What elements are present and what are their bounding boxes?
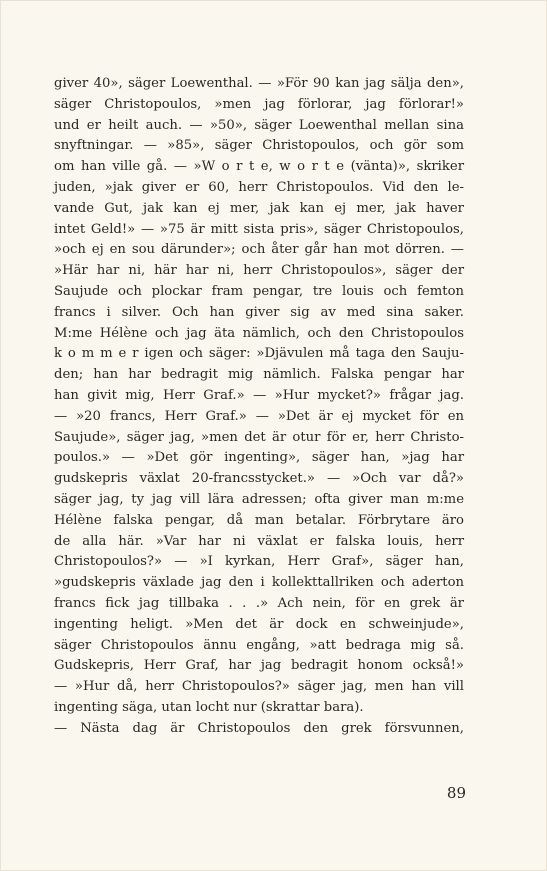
text-line: k o m m e r igen och säger: »Djävulen må taga den Sauju- bbox=[54, 346, 464, 362]
text-line: — »Hur då, herr Christopoulos?» säger jag, men han vill bbox=[54, 679, 464, 695]
text-line: de alla här. »Var har ni växlat er falska louis, herr bbox=[54, 533, 464, 549]
text-line: — Nästa dag är Christopoulos den grek försvunnen, bbox=[54, 720, 464, 736]
text-line: »Här har ni, här har ni, herr Christopoulos», säger der bbox=[54, 263, 464, 279]
text-line: poulos.» — »Det gör ingenting», säger han, »jag har bbox=[54, 450, 464, 466]
text-line: den; han har bedragit mig nämlich. Falska pengar har bbox=[54, 367, 464, 383]
body-text bbox=[54, 74, 464, 740]
text-line: ingenting säga, utan locht nur (skrattar bara). bbox=[54, 699, 364, 715]
page-number: 89 bbox=[446, 784, 466, 802]
text-line: »gudskepris växlade jag den i kollekttallriken och aderton bbox=[54, 575, 464, 591]
text-line: Christopoulos?» — »I kyrkan, Herr Graf», säger han, bbox=[54, 554, 464, 570]
text-line: M:me Hélène och jag äta nämlich, och den Christopoulos bbox=[54, 325, 464, 341]
text-line: »och ej en sou därunder»; och åter går han mot dörren. — bbox=[54, 242, 464, 258]
text-line: om han ville gå. — »W o r t e, w o r t e (vänta)», skriker bbox=[54, 159, 464, 175]
text-line: giver 40», säger Loewenthal. — »För 90 kan jag sälja den», bbox=[54, 76, 464, 91]
text-line: — »20 francs, Herr Graf.» — »Det är ej mycket för en bbox=[54, 408, 464, 424]
text-line: säger jag, ty jag vill lära adressen; ofta giver man m:me bbox=[54, 491, 464, 507]
text-line: Saujude och plockar fram pengar, tre louis och femton bbox=[54, 283, 464, 299]
text-line: intet Geld!» — »75 är mitt sista pris», säger Christopoulos, bbox=[54, 221, 464, 237]
text-line: ingenting heligt. »Men det är dock en schweinjude», bbox=[54, 616, 464, 632]
text-line: Saujude», säger jag, »men det är otur för er, herr Christo- bbox=[54, 429, 464, 445]
text-line: francs fick jag tillbaka . . .» Ach nein, för en grek är bbox=[54, 595, 464, 611]
text-line: francs i silver. Och han giver sig av med sina saker. bbox=[54, 304, 464, 320]
text-line: Gudskepris, Herr Graf, har jag bedragit honom också!» bbox=[54, 658, 464, 674]
text-line: Hélène falska pengar, då man betalar. Förbrytare äro bbox=[54, 512, 464, 528]
text-line: vande Gut, jak kan ej mer, jak kan ej mer, jak haver bbox=[54, 200, 464, 216]
text-line: snyftningar. — »85», säger Christopoulos, och gör som bbox=[54, 138, 464, 154]
text-line: gudskepris växlat 20-francsstycket.» — »Och var då?» bbox=[54, 471, 464, 487]
text-line: säger Christopoulos, »men jag förlorar, jag förlorar!» bbox=[54, 96, 464, 112]
text-line: und er heilt auch. — »50», säger Loewenthal mellan sina bbox=[54, 117, 464, 133]
text-line: juden, »jak giver er 60, herr Christopoulos. Vid den le- bbox=[54, 179, 464, 195]
text-line: han givit mig, Herr Graf.» — »Hur mycket?» frågar jag. bbox=[54, 387, 464, 403]
text-line: säger Christopoulos ännu engång, »att bedraga mig så. bbox=[54, 637, 464, 653]
